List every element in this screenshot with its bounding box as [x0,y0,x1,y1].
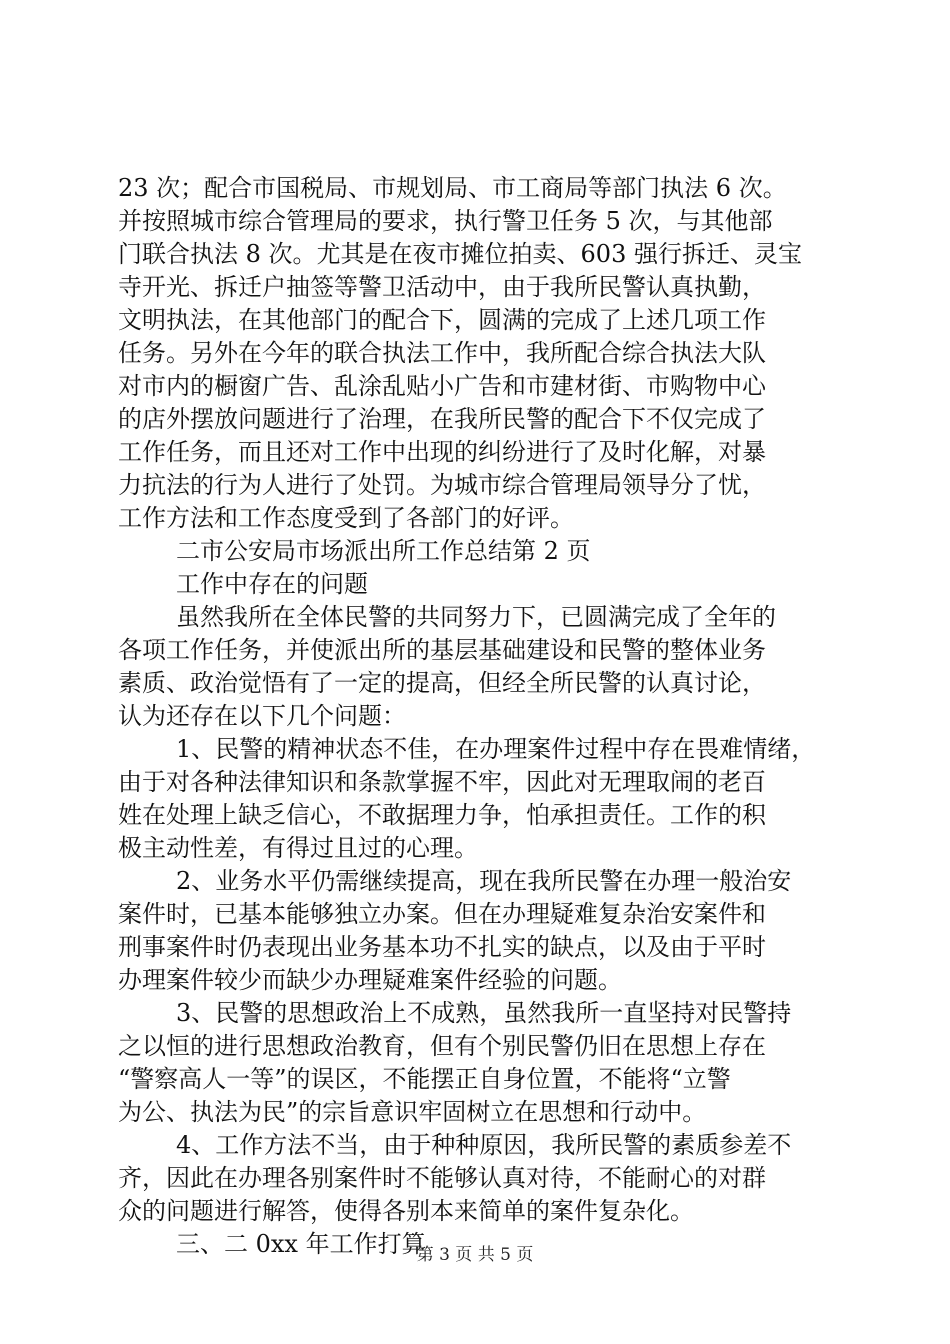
text-line: 众的问题进行解答，使得各别本来简单的案件复杂化。 [118,1197,694,1225]
text-line: 2、业务水平仍需继续提高，现在我所民警在办理一般治安 [176,867,792,895]
text-line: 并按照城市综合管理局的要求，执行警卫任务 5 次，与其他部 [118,207,773,235]
text-line: 23 次；配合市国税局、市规划局、市工商局等部门执法 6 次。 [118,174,787,202]
text-line: 1、民警的精神状态不佳，在办理案件过程中存在畏难情绪， [176,735,816,763]
text-line: 文明执法，在其他部门的配合下，圆满的完成了上述几项工作 [118,306,766,334]
text-line: 对市内的橱窗广告、乱涂乱贴小广告和市建材街、市购物中心 [118,372,766,400]
text-line: 虽然我所在全体民警的共同努力下，已圆满完成了全年的 [176,603,776,631]
text-line: 的店外摆放问题进行了治理，在我所民警的配合下不仅完成了 [118,405,766,433]
text-line: 由于对各种法律知识和条款掌握不牢，因此对无理取闹的老百 [118,768,766,796]
text-line: 姓在处理上缺乏信心，不敢据理力争，怕承担责任。工作的积 [118,801,766,829]
page-footer: 第 3 页 共 5 页 [416,1245,534,1265]
text-line: 工作方法和工作态度受到了各部门的好评。 [118,504,574,532]
text-line: 极主动性差，有得过且过的心理。 [118,834,478,862]
text-line: 齐，因此在办理各别案件时不能够认真对待，不能耐心的对群 [118,1164,766,1192]
text-line: 为公、执法为民”的宗旨意识牢固树立在思想和行动中。 [118,1098,707,1126]
document-body [118,172,848,1261]
text-line: 之以恒的进行思想政治教育，但有个别民警仍旧在思想上存在 [118,1032,766,1060]
text-line: 案件时，已基本能够独立办案。但在办理疑难复杂治安案件和 [118,900,766,928]
text-line: “警察高人一等”的误区，不能摆正自身位置，不能将“立警 [118,1065,731,1093]
text-line: 3、民警的思想政治上不成熟，虽然我所一直坚持对民警持 [176,999,792,1027]
text-line: 力抗法的行为人进行了处罚。为城市综合管理局领导分了忧， [118,471,766,499]
text-line: 工作中存在的问题 [176,570,368,598]
text-line: 工作任务，而且还对工作中出现的纠纷进行了及时化解，对暴 [118,438,766,466]
text-line: 各项工作任务，并使派出所的基层基础建设和民警的整体业务 [118,636,766,664]
text-line: 三、二 0xx 年工作打算 [176,1230,426,1258]
text-line: 4、工作方法不当，由于种种原因，我所民警的素质参差不 [176,1131,792,1159]
text-line: 任务。另外在今年的联合执法工作中，我所配合综合执法大队 [118,339,766,367]
text-line: 素质、政治觉悟有了一定的提高，但经全所民警的认真讨论， [118,669,766,697]
text-line: 刑事案件时仍表现出业务基本功不扎实的缺点，以及由于平时 [118,933,766,961]
text-line: 认为还存在以下几个问题： [118,702,406,730]
text-line: 寺开光、拆迁户抽签等警卫活动中，由于我所民警认真执勤， [118,273,766,301]
text-line: 门联合执法 8 次。尤其是在夜市摊位拍卖、603 强行拆迁、灵宝 [118,240,802,268]
text-line: 办理案件较少而缺少办理疑难案件经验的问题。 [118,966,622,994]
text-line: 二市公安局市场派出所工作总结第 2 页 [176,537,591,565]
